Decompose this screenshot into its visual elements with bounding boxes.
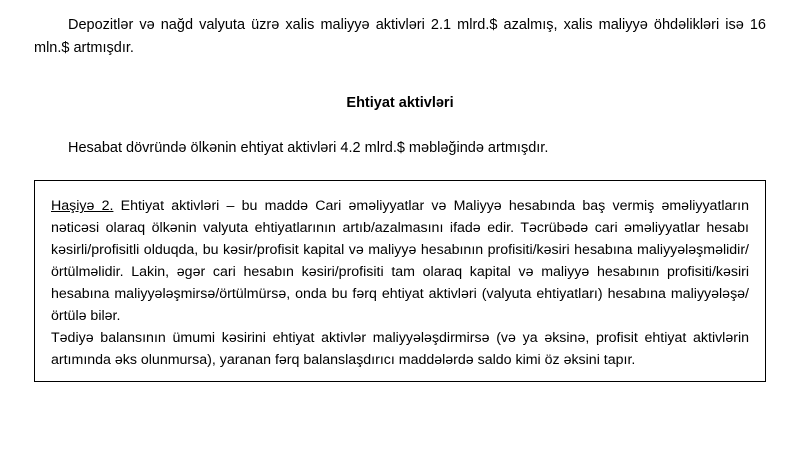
note-paragraph-one [51, 195, 749, 327]
spacer [34, 61, 766, 95]
spacer [34, 111, 766, 137]
note-paragraph-two: Tədiyə balansının ümumi kəsirini ehtiyat aktivlər maliyyələşdirmirsə (və ya əksinə, profisit ehtiyat aktivlərin artımında əks olunmursa), yaranan fərq balanslaşdırıcı maddələrdə saldo kimi öz əksini tapır. [51, 330, 749, 369]
intro-paragraph: Depozitlər və nağd valyuta üzrə xalis maliyyə aktivləri 2.1 mlrd.$ azalmış, xalis maliyyə öhdəlikləri isə 16 mln.$ artmışdır. [34, 17, 766, 57]
note-box [34, 180, 766, 382]
note-paragraph-one-text: Ehtiyat aktivləri – bu maddə Cari əməliyyatlar və Maliyyə hesabında baş vermiş əməliyyatların nəticəsi olaraq ölkənin valyuta ehtiyatlarının artıb/azalmasını ifadə edir. Təcrübədə cari əməliyyatlar hesabı kəsirli/profisitli olduqda, bu kəsir/profisit kapital və maliyyə hesabının profisiti/kəsiri hesabına maliyyələşməlidir/örtülməlidir. Lakin, əgər cari hesabın kəsiri/profisiti tam olaraq kapital və maliyyə hesabının profisiti/kəsiri hesabına maliyyələşmirsə/örtülmürsə, onda bu fərq ehtiyat aktivləri (valyuta ehtiyatları) hesabına maliyyələşə/örtülə bilər. [51, 198, 749, 325]
note-label: Haşiyə 2. [51, 198, 114, 215]
reserve-assets-paragraph: Hesabat dövründə ölkənin ehtiyat aktivləri 4.2 mlrd.$ məbləğində artmışdır. [68, 139, 549, 156]
section-heading: Ehtiyat aktivləri [346, 94, 454, 111]
